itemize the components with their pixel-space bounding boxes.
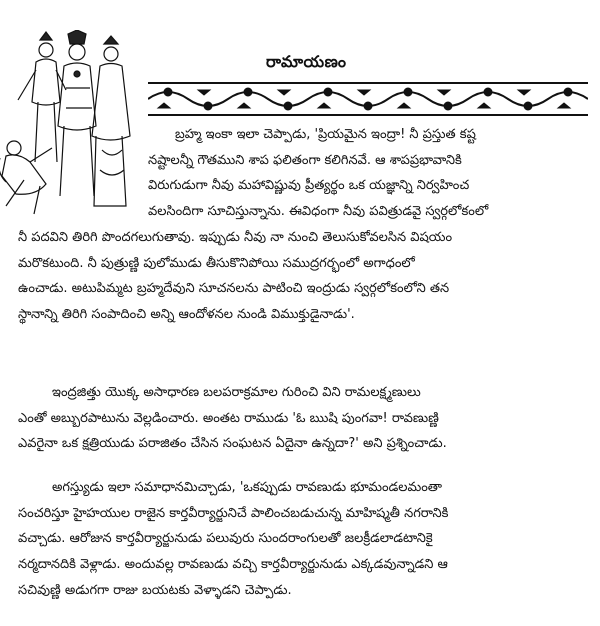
paragraph-3 xyxy=(0,475,600,604)
text-line: వలసిందిగా సూచిస్తున్నాను. ఈవిధంగా నీవు పవిత్రుడవై స్వర్గలోకంలో xyxy=(148,204,489,220)
paragraph-2 xyxy=(0,380,600,457)
text-line: ఎంతో అబ్బురపాటును వెల్లడించారు. అంతట రాముడు 'ఓ ఋషి పుంగవా! రావణుణ్ణి xyxy=(18,410,439,426)
chapter-title: రామాయణం xyxy=(266,52,347,71)
text-line: సంచరిస్తూ హైహయుల రాజైన కార్తవీర్యార్జునిచే పాలించబడుచున్న మాహిష్మతీ నగరానికి xyxy=(18,505,449,521)
text-line: నర్మదానదికి వెళ్లాడు. అందువల్ల రావణుడు వచ్చి కార్తవీర్యార్జునుడు ఎక్కడవున్నాడని ఆ xyxy=(18,557,448,573)
text-line: బ్రహ్మ ఇంకా ఇలా చెప్పాడు, 'ప్రియమైన ఇంద్రా! నీ ప్రస్తుత కష్ట xyxy=(175,127,476,142)
text-line: సచివుణ్ణి అడుగగా రాజు బయటకు వెళ్ళాడని చెప్పాడు. xyxy=(18,582,292,598)
text-line: ఇంద్రజిత్తు యొక్క అసాధారణ బలపరాక్రమాల గురించి విని రామలక్ష్మణులు xyxy=(52,385,421,400)
text-line: విరుగుడుగా నీవు మహావిష్ణువు ప్రీత్యర్థం ఒక యజ్ఞాన్ని నిర్వహించ xyxy=(148,178,470,194)
text-line: ఉంచాడు. అటుపిమ్మట బ్రహ్మదేవుని సూచనలను పాటించి ఇంద్రుడు స్వర్గలోకంలోని తన xyxy=(18,281,450,297)
text-line: నష్టాలన్నీ గౌతముని శాప ఫలితంగా కలిగినవే. ఆ శాపప్రభావానికి xyxy=(148,152,462,168)
text-line: వచ్చాడు. ఆరోజున కార్తవీర్యార్జునుడు పలువురు సుందరాంగులతో జలక్రీడలాడటానికై xyxy=(18,531,433,547)
text-line: స్థానాన్ని తిరిగి సంపాదించి అన్ని ఆందోళనల నుండి విముక్తుడైనాడు'. xyxy=(18,306,355,322)
text-line: ఎవరైనా ఒక క్షత్రియుడు పరాజితం చేసిన సంఘటన ఏదైనా ఉన్నదా?' అని ప్రశ్నించాడు. xyxy=(18,436,447,452)
text-line: మరొకటుంది. నీ పుత్రుణ్ణి పులోముడు తీసుకొనిపోయి సముద్రగర్భంలో అగాధంలో xyxy=(18,255,415,271)
paragraph-1 xyxy=(0,122,600,328)
text-line: నీ పదవిని తిరిగి పొందగలుగుతావు. ఇప్పుడు నీవు నా నుంచి తెలుసుకోవలసిన విషయం xyxy=(18,229,453,245)
ornamental-border xyxy=(148,80,588,118)
text-line: అగస్త్యుడు ఇలా సమాధానమిచ్చాడు, 'ఒకప్పుడు రావణుడు భూమండలమంతా xyxy=(52,480,443,495)
